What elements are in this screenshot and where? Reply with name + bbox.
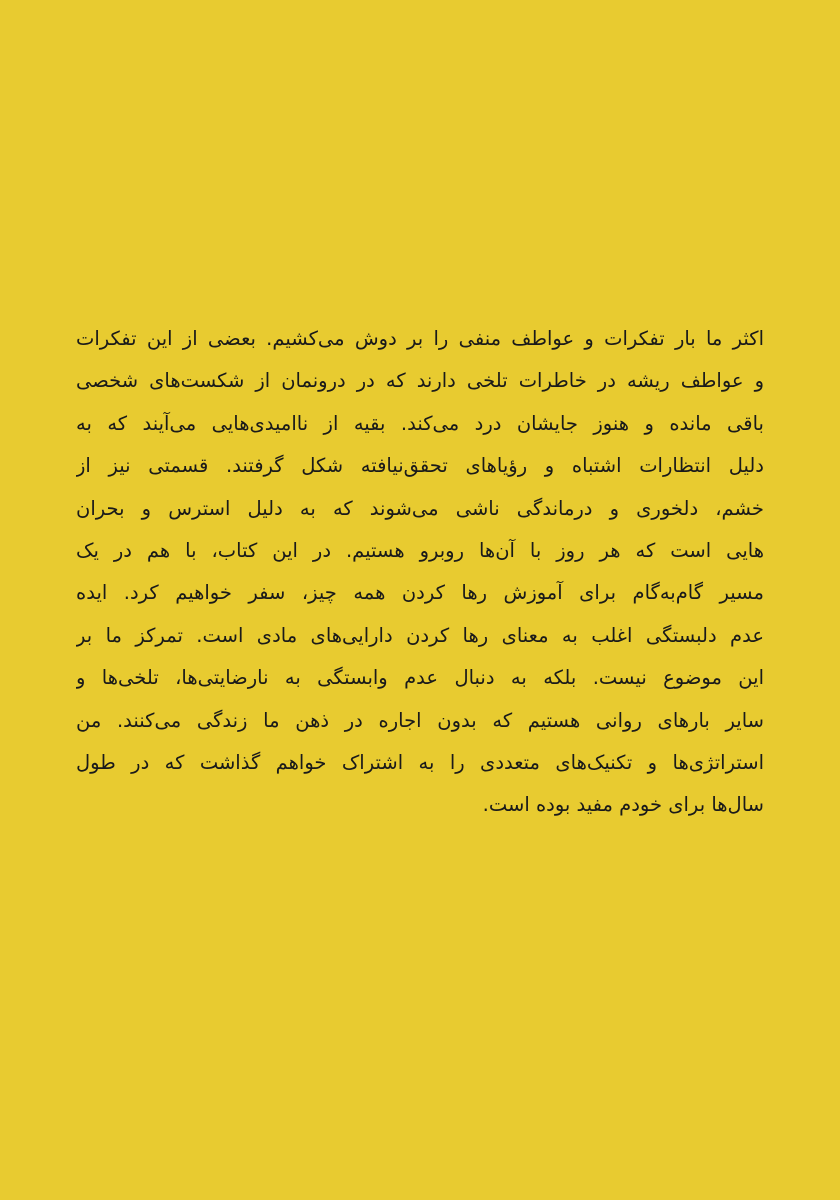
paragraph-line: مسیر گام‌به‌گام برای آموزش رها کردن همه چیز، سفر خواهیم کرد. ایده — [76, 581, 764, 605]
paragraph-line: دلیل انتظارات اشتباه و رؤیاهای تحقق‌نیافته شکل گرفتند. قسمتی نیز از — [76, 454, 764, 478]
body-paragraph — [76, 318, 764, 827]
paragraph-line: و عواطف ریشه در خاطرات تلخی دارند که در درونمان از شکست‌های شخصی — [76, 369, 764, 393]
paragraph-line: استراتژی‌ها و تکنیک‌های متعددی را به اشتراک خواهم گذاشت که در طول — [76, 750, 764, 774]
paragraph-line: این موضوع نیست. بلکه به دنبال عدم وابستگی به نارضایتی‌ها، تلخی‌ها و — [76, 666, 764, 690]
paragraph-line: سال‌ها برای خودم مفید بوده است. — [482, 793, 764, 817]
paragraph-line: هایی است که هر روز با آن‌ها روبرو هستیم. در این کتاب، با هم در یک — [76, 538, 764, 562]
paragraph-line: سایر بارهای روانی هستیم که بدون اجاره در ذهن ما زندگی می‌کنند. من — [76, 708, 764, 732]
paragraph-line: اکثر ما بار تفکرات و عواطف منفی را بر دوش می‌کشیم. بعضی از این تفکرات — [76, 327, 764, 350]
paragraph-line: خشم، دلخوری و درماندگی ناشی می‌شوند که به دلیل استرس و بحران — [76, 496, 764, 520]
paragraph-line: باقی مانده و هنوز جایشان درد می‌کند. بقیه از ناامیدی‌هایی می‌آیند که به — [76, 411, 764, 435]
paragraph-line: عدم دلبستگی اغلب به معنای رها کردن دارایی‌های مادی است. تمرکز ما بر — [76, 623, 764, 647]
